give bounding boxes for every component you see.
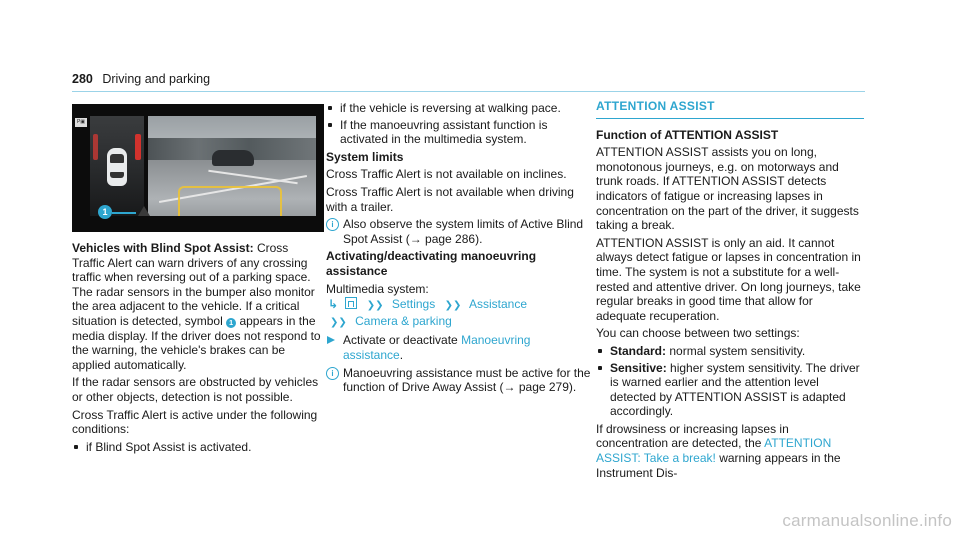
conditions-list-continued (326, 101, 591, 147)
settings-intro: You can choose between two settings: (596, 326, 800, 341)
take-a-break-message: ATTENTION ASSIST: Take a break! (596, 436, 832, 466)
column-2 (326, 101, 591, 398)
right-warning-bar (135, 134, 141, 160)
callout-marker: 1 (98, 205, 112, 219)
settings-list (596, 344, 864, 419)
activating-heading: Activating/deactivating manoeuvring assistance (326, 249, 537, 278)
camera-figure (72, 104, 324, 232)
chevron-right-icon: ❯❯ (444, 300, 462, 312)
blind-spot-paragraph: Vehicles with Blind Spot Assist: Cross Traffic Alert can warn drivers of any crossing traffic when reversing out of a parking space. The radar sensors in the bumper also monitor the area adjacent to the vehicle. If a critical situation is detected, symbol 1 appears in the media display. If the driver does not respond to the warning, the vehicle's brakes can be applied automatically. (72, 241, 321, 372)
limits-paragraph-1: Cross Traffic Alert is not available on inclines. (326, 167, 567, 182)
aid-paragraph: ATTENTION ASSIST is only an aid. It cannot always detect fatigue or lapses in concentration in time. The system is not a substitute for a well-rested and attentive driver. On long journeys, take regular breaks in good time that allow for adequate recuperation. (596, 235, 861, 323)
camera-mode-tag: P▣ (76, 119, 86, 125)
function-heading: Function of ATTENTION ASSIST (596, 127, 779, 142)
attention-assist-heading: ATTENTION ASSIST (596, 99, 864, 119)
chevron-right-icon: ❯❯ (330, 316, 347, 328)
manoeuvring-assistance-link: Manoeuvring assistance (343, 333, 531, 362)
column-1 (72, 241, 324, 457)
turn-arrow-icon: ↳ (328, 297, 339, 312)
watermark: carmanualsonline.info (782, 511, 952, 530)
radar-obstructed-paragraph: If the radar sensors are obstructed by vehicles or other objects, detection is not possible. (72, 375, 319, 404)
column-3 (596, 99, 864, 483)
system-limits-heading: System limits (326, 149, 404, 164)
parking-guide-lines (178, 186, 282, 216)
conditions-list (72, 440, 324, 455)
home-icon (345, 297, 357, 309)
top-view-camera (90, 116, 144, 216)
list-item: If the manoeuvring assistant function is activated in the multimedia system. (326, 118, 591, 147)
callout-line (112, 212, 136, 214)
list-item: Standard: normal system sensitivity. (596, 344, 864, 359)
info-icon: i (326, 367, 339, 380)
rear-camera-view (148, 116, 316, 216)
limits-paragraph-2: Cross Traffic Alert is not available when driving with a trailer. (326, 184, 574, 214)
note-blind-spot-limits: i Also observe the system limits of Active Blind Spot Assist (→ page 286). (326, 217, 591, 246)
path-assistance: Assistance (469, 297, 528, 312)
crossing-vehicle (212, 150, 254, 166)
chevron-right-icon: ❯❯ (366, 300, 384, 312)
note-drive-away-assist: i Manoeuvring assistance must be active for the function of Drive Away Assist (→ page 279). (326, 366, 591, 395)
path-settings: Settings (391, 297, 436, 312)
list-item: Sensitive: higher system sensitivity. The driver is warned earlier and the attention level detected by ATTENTION ASSIST is adapted accordingly. (596, 361, 864, 419)
list-item: if the vehicle is reversing at walking pace. (326, 101, 591, 116)
path-camera-parking: Camera & parking (355, 313, 452, 328)
list-item: if Blind Spot Assist is activated. (72, 440, 324, 455)
page-number: 280 (72, 72, 93, 86)
page-header (72, 72, 210, 86)
multimedia-label: Multimedia system: (326, 281, 429, 296)
info-icon: i (326, 218, 339, 231)
header-divider (72, 91, 865, 92)
conditions-paragraph: Cross Traffic Alert is active under the following conditions: (72, 407, 318, 437)
step-activate: Activate or deactivate Manoeuvring assistance. (326, 333, 591, 362)
symbol-1-icon: 1 (226, 318, 236, 328)
menu-path (326, 297, 591, 330)
drowsiness-paragraph: If drowsiness or increasing lapses in concentration are detected, the ATTENTION ASSIST: Take a break! warning appears in the Instrument Dis- (596, 421, 841, 480)
warning-triangle-icon (138, 206, 150, 216)
function-paragraph: ATTENTION ASSIST assists you on long, monotonous journeys, e.g. on motorways and trunk roads. If ATTENTION ASSIST detects indicators of fatigue or increasing lapses in concentration on the part of the driver, it suggests taking a break. (596, 145, 859, 233)
vehicle-top-view (107, 148, 127, 186)
left-warning-bar (93, 134, 98, 160)
step-arrow-icon (327, 336, 335, 344)
section-name: Driving and parking (102, 72, 211, 86)
blind-spot-title: Vehicles with Blind Spot Assist: (72, 241, 254, 255)
